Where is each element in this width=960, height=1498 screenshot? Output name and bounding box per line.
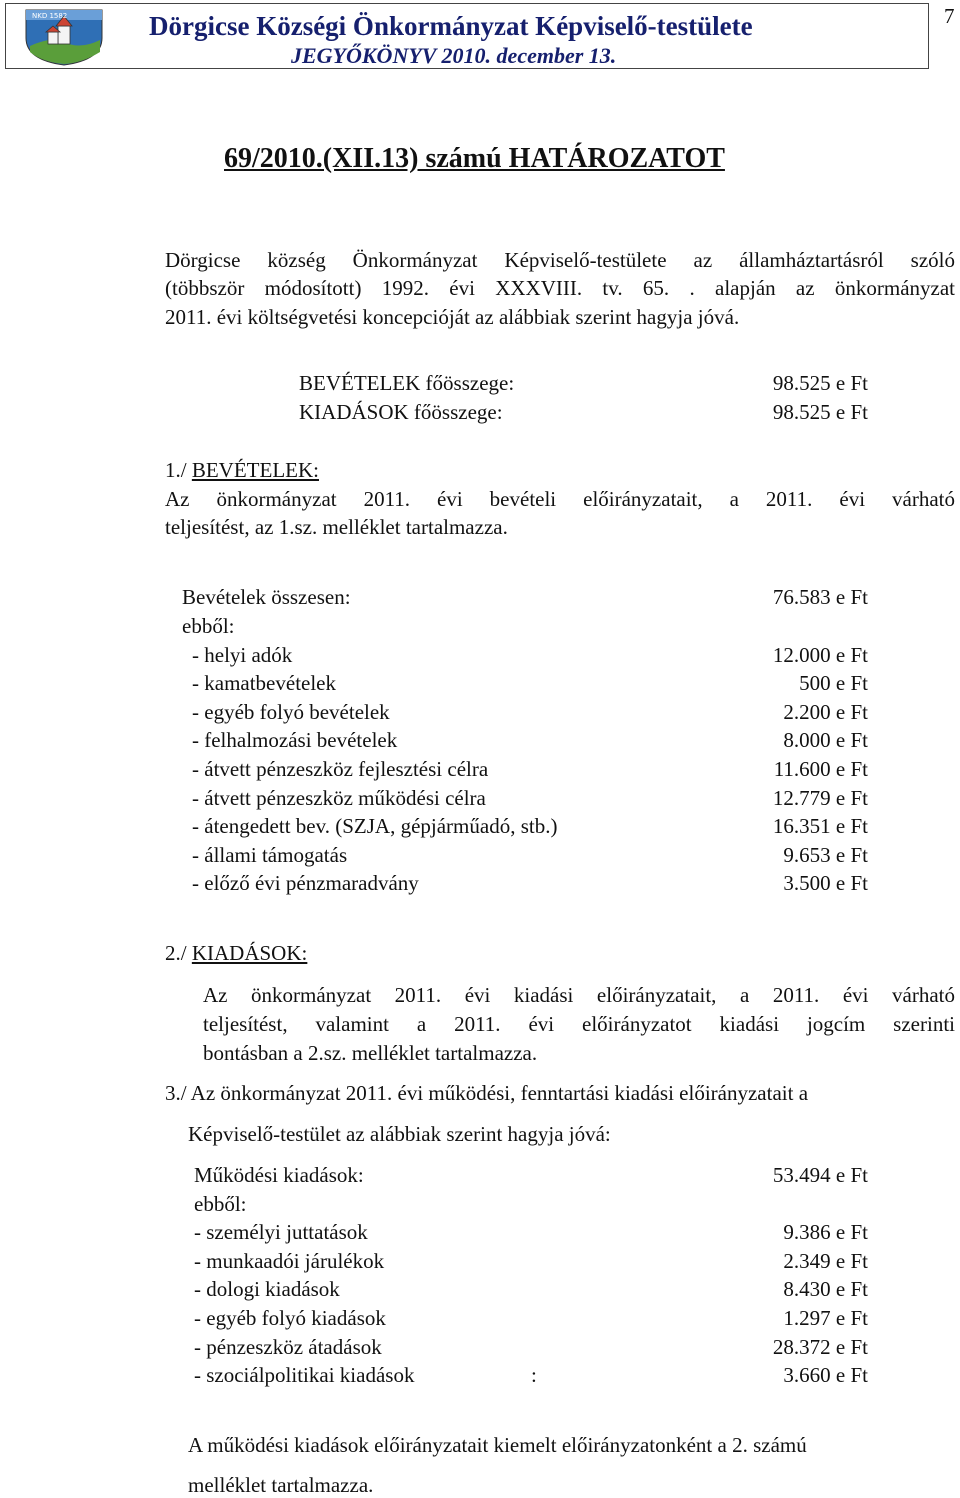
expenses-total-label: Működési kiadások: (194, 1163, 364, 1187)
revenue-total-label: Bevételek összesen: (182, 585, 351, 609)
closing-line-2: melléklet tartalmazza. (188, 1473, 374, 1497)
revenue-item-label: - kamatbevételek (192, 671, 337, 695)
intro-line-3: 2011. évi költségvetési koncepcióját az alábbiak szerint hagyja jóvá. (165, 305, 740, 329)
expense-item-value: 1.297 e Ft (783, 1306, 868, 1330)
expense-item-label: - egyéb folyó kiadások (194, 1306, 386, 1330)
expense-item-value: 28.372 e Ft (772, 1335, 868, 1359)
section-2-text-line-1: Az önkormányzat 2011. évi kiadási előirányzatait, a 2011. évi várható (203, 983, 955, 1007)
revenue-item-value: 16.351 e Ft (772, 814, 868, 838)
revenue-item-value: 9.653 e Ft (783, 843, 868, 867)
revenue-item-value: 12.779 e Ft (772, 786, 868, 810)
revenue-item-label: - átvett pénzeszköz működési célra (192, 786, 486, 810)
total-value: 98.525 e Ft (772, 400, 868, 424)
expense-item-label: - munkaadói járulékok (194, 1249, 385, 1273)
section-2-text-line-2: teljesítést, valamint a 2011. évi előirányzatot kiadási jogcím szerinti (203, 1012, 955, 1036)
header-frame (5, 3, 929, 69)
revenue-item-label: - felhalmozási bevételek (192, 728, 398, 752)
revenue-item-label: - előző évi pénzmaradvány (192, 871, 419, 895)
document-header-title: Dörgicse Községi Önkormányzat Képviselő-testülete (149, 11, 753, 41)
revenue-of-which: ebből: (182, 614, 235, 638)
municipal-crest-icon (22, 8, 106, 66)
revenue-total-value: 76.583 e Ft (772, 585, 868, 609)
revenue-item-label: - átengedett bev. (SZJA, gépjárműadó, stb.) (192, 814, 558, 838)
total-label: KIADÁSOK főösszege: (299, 400, 503, 424)
revenue-item-value: 500 e Ft (799, 671, 868, 695)
expenses-of-which: ebből: (194, 1192, 247, 1216)
total-value: 98.525 e Ft (772, 371, 868, 395)
revenue-item-value: 3.500 e Ft (783, 871, 868, 895)
revenue-item-value: 2.200 e Ft (783, 700, 868, 724)
intro-line-1: Dörgicse község Önkormányzat Képviselő-testülete az államháztartásról szóló (165, 248, 955, 272)
page-number: 7 (944, 4, 955, 28)
section-3-text-line-2: Képviselő-testület az alábbiak szerint hagyja jóvá: (188, 1122, 611, 1146)
expense-item-value: 3.660 e Ft (783, 1363, 868, 1387)
revenue-item-label: - egyéb folyó bevételek (192, 700, 390, 724)
expense-item-label: - dologi kiadások (194, 1277, 340, 1301)
expenses-total-value: 53.494 e Ft (772, 1163, 868, 1187)
expense-item-label: - szociálpolitikai kiadások (194, 1363, 415, 1387)
expense-item-value: 2.349 e Ft (783, 1249, 868, 1273)
total-label: BEVÉTELEK főösszege: (299, 371, 515, 395)
document-header-subtitle: JEGYŐKÖNYV 2010. december 13. (291, 43, 617, 68)
intro-line-2: (többször módosított) 1992. évi XXXVIII. tv. 65. . alapján az önkormányzat (165, 276, 955, 300)
expense-item-value: 8.430 e Ft (783, 1277, 868, 1301)
section-1-text-line-1: Az önkormányzat 2011. évi bevételi előirányzatait, a 2011. évi várható (165, 487, 955, 511)
closing-line-1: A működési kiadások előirányzatait kiemelt előirányzatonként a 2. számú (188, 1433, 807, 1457)
section-2-heading: 2./ KIADÁSOK: (165, 941, 308, 965)
expense-item-value: 9.386 e Ft (783, 1220, 868, 1244)
revenue-item-value: 11.600 e Ft (773, 757, 868, 781)
revenue-item-value: 8.000 e Ft (783, 728, 868, 752)
revenue-item-value: 12.000 e Ft (772, 643, 868, 667)
revenue-item-label: - helyi adók (192, 643, 293, 667)
expense-item-label: - pénzeszköz átadások (194, 1335, 382, 1359)
section-1-heading: 1./ BEVÉTELEK: (165, 458, 319, 482)
section-2-text-line-3: bontásban a 2.sz. melléklet tartalmazza. (203, 1041, 538, 1065)
svg-text:NKD 1582: NKD 1582 (32, 12, 68, 20)
section-1-text-line-2: teljesítést, az 1.sz. melléklet tartalmazza. (165, 515, 508, 539)
revenue-item-label: - állami támogatás (192, 843, 348, 867)
expense-item-colon: : (531, 1363, 537, 1387)
section-3-text-line-1: 3./ Az önkormányzat 2011. évi működési, fenntartási kiadási előirányzatait a (165, 1081, 809, 1105)
resolution-title: 69/2010.(XII.13) számú HATÁROZATOT (224, 143, 725, 174)
expense-item-label: - személyi juttatások (194, 1220, 368, 1244)
revenue-item-label: - átvett pénzeszköz fejlesztési célra (192, 757, 489, 781)
